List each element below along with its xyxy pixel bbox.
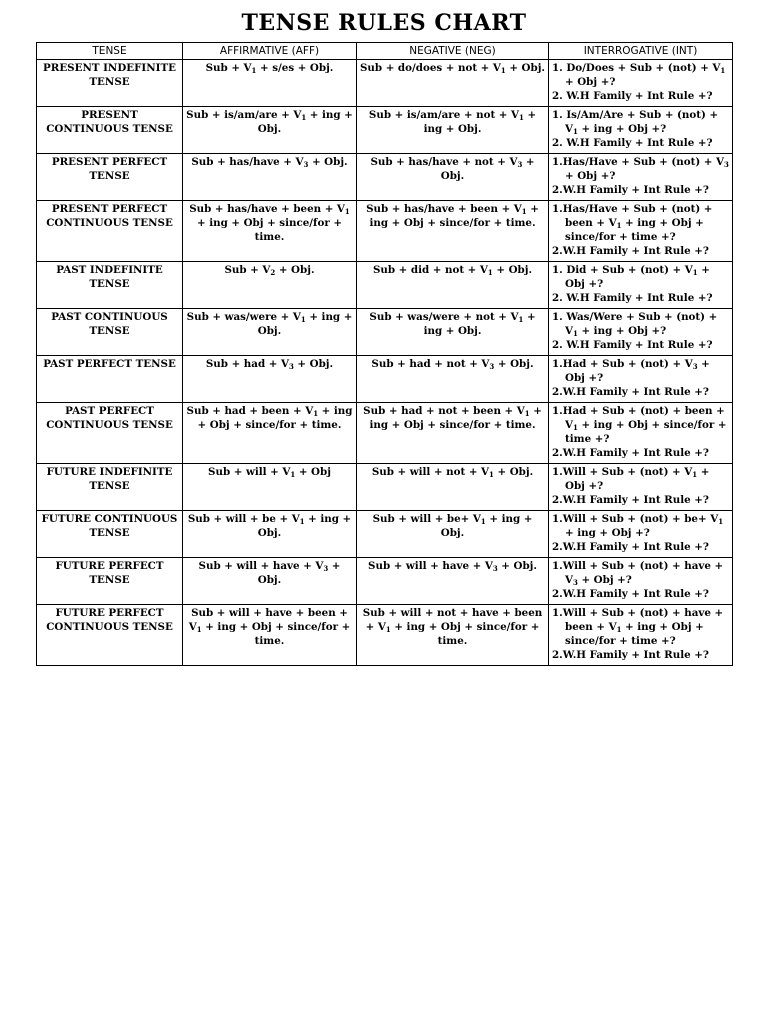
- negative-formula: [357, 464, 549, 511]
- formula-text: + ing + Obj + since/for + time +?: [565, 621, 704, 647]
- interrogative-step: [552, 310, 729, 338]
- table-row: [37, 154, 733, 201]
- interrogative-step: [552, 446, 729, 460]
- formula-text: + ing + Obj.: [257, 311, 353, 337]
- table-row: [37, 605, 733, 666]
- page-title: TENSE RULES CHART: [241, 10, 527, 36]
- formula-text: 1.Had + Sub + (not) + been + V: [552, 405, 725, 431]
- formula-text: + ing + Obj.: [440, 513, 533, 539]
- tense-name: FUTURE CONTINUOUS TENSE: [37, 511, 183, 558]
- table-row: [37, 356, 733, 403]
- formula-text: + ing + Obj + since/for + time.: [201, 621, 351, 647]
- header-negative: NEGATIVE (NEG): [357, 43, 549, 60]
- formula-text: + Obj +?: [565, 358, 710, 384]
- formula-text: + Obj: [295, 466, 331, 478]
- formula-text: 1.Had + Sub + (not) + V: [552, 358, 693, 370]
- formula-text: 1. Was/Were + Sub + (not) + V: [552, 311, 718, 337]
- affirmative-formula: [183, 201, 357, 262]
- verb-form-subscript: 1: [573, 127, 578, 136]
- verb-form-subscript: 1: [524, 409, 530, 418]
- formula-text: 1.Will + Sub + (not) + be+ V: [552, 513, 719, 525]
- formula-text: + s/es + Obj.: [256, 62, 334, 74]
- table-row: [37, 107, 733, 154]
- verb-form-subscript: 3: [288, 362, 294, 371]
- affirmative-formula: [183, 558, 357, 605]
- verb-form-subscript: 1: [300, 315, 306, 324]
- table-row: [37, 309, 733, 356]
- formula-text: Sub + had + been + V: [186, 405, 314, 417]
- formula-text: Sub + do/does + not + V: [360, 62, 501, 74]
- interrogative-formula: [549, 107, 733, 154]
- formula-text: 2. W.H Family + Int Rule +?: [552, 90, 713, 102]
- affirmative-formula: [183, 60, 357, 107]
- interrogative-step: [552, 493, 729, 507]
- tense-name: FUTURE PERFECT TENSE: [37, 558, 183, 605]
- verb-form-subscript: 3: [692, 362, 698, 371]
- formula-text: Sub + had + V: [205, 358, 289, 370]
- interrogative-formula: [549, 511, 733, 558]
- affirmative-formula: [183, 309, 357, 356]
- interrogative-formula: [549, 201, 733, 262]
- formula-text: + Obj +?: [577, 574, 632, 586]
- verb-form-subscript: 1: [720, 66, 726, 75]
- negative-formula: [357, 558, 549, 605]
- header-row: [37, 43, 733, 60]
- affirmative-formula: [183, 403, 357, 464]
- formula-text: Sub + has/have + not + V: [370, 156, 518, 168]
- formula-text: + ing + Obj.: [257, 109, 353, 135]
- verb-form-subscript: 1: [573, 423, 578, 432]
- formula-text: Sub + V: [224, 264, 271, 276]
- formula-text: 1.Will + Sub + (not) + have + been + V: [552, 607, 724, 633]
- negative-formula: [357, 309, 549, 356]
- verb-form-subscript: 3: [489, 362, 495, 371]
- formula-text: + ing + Obj + since/for + time +?: [565, 217, 704, 243]
- formula-text: + ing + Obj + since/for + time.: [196, 217, 342, 243]
- negative-formula: [357, 262, 549, 309]
- interrogative-step: [552, 540, 729, 554]
- verb-form-subscript: 1: [196, 625, 202, 634]
- interrogative-formula: [549, 605, 733, 666]
- negative-formula: [357, 511, 549, 558]
- interrogative-step: [552, 136, 729, 150]
- formula-text: 2.W.H Family + Int Rule +?: [552, 649, 709, 661]
- formula-text: + Obj.: [497, 560, 537, 572]
- formula-text: + Obj.: [293, 358, 334, 370]
- verb-form-subscript: 3: [323, 564, 329, 573]
- affirmative-formula: [183, 356, 357, 403]
- formula-text: + Obj.: [275, 264, 315, 276]
- table-row: [37, 60, 733, 107]
- affirmative-formula: [183, 154, 357, 201]
- tense-name: PRESENT PERFECT CONTINUOUS TENSE: [37, 201, 183, 262]
- formula-text: Sub + will + have + been + V: [188, 607, 348, 633]
- formula-text: Sub + had + not + been + V: [363, 405, 525, 417]
- interrogative-step: [552, 404, 729, 446]
- formula-text: 1.Has/Have + Sub + (not) + been + V: [552, 203, 713, 229]
- verb-form-subscript: 1: [718, 517, 724, 526]
- interrogative-formula: [549, 558, 733, 605]
- formula-text: Sub + will + have + V: [198, 560, 324, 572]
- negative-formula: [357, 403, 549, 464]
- formula-text: + ing + Obj + since/for + time.: [369, 203, 539, 229]
- formula-text: + Obj.: [492, 264, 533, 276]
- formula-text: Sub + has/have + V: [191, 156, 304, 168]
- formula-text: Sub + was/were + not + V: [369, 311, 519, 323]
- formula-text: Sub + is/am/are + V: [186, 109, 302, 121]
- formula-text: Sub + had + not + V: [371, 358, 490, 370]
- interrogative-step: [552, 155, 729, 183]
- interrogative-formula: [549, 309, 733, 356]
- interrogative-step: [552, 465, 729, 493]
- tense-name: PAST PERFECT TENSE: [37, 356, 183, 403]
- formula-text: 2.W.H Family + Int Rule +?: [552, 494, 709, 506]
- formula-text: 1.Will + Sub + (not) + V: [552, 466, 693, 478]
- formula-text: 1. Do/Does + Sub + (not) + V: [552, 62, 721, 74]
- verb-form-subscript: 3: [724, 160, 729, 169]
- interrogative-formula: [549, 154, 733, 201]
- formula-text: Sub + is/am/are + not + V: [368, 109, 519, 121]
- formula-text: 2.W.H Family + Int Rule +?: [552, 386, 709, 398]
- negative-formula: [357, 356, 549, 403]
- negative-formula: [357, 154, 549, 201]
- verb-form-subscript: 2: [270, 268, 276, 277]
- table-row: [37, 403, 733, 464]
- verb-form-subscript: 1: [489, 470, 494, 479]
- formula-text: + ing + Obj.: [257, 513, 352, 539]
- formula-text: + Obj.: [505, 62, 546, 74]
- table-row: [37, 201, 733, 262]
- verb-form-subscript: 1: [313, 409, 319, 418]
- verb-form-subscript: 1: [487, 268, 493, 277]
- affirmative-formula: [183, 262, 357, 309]
- negative-formula: [357, 201, 549, 262]
- tense-name: PRESENT CONTINUOUS TENSE: [37, 107, 183, 154]
- formula-text: Sub + did + not + V: [372, 264, 488, 276]
- formula-text: + ing + Obj + since/for + time +?: [565, 419, 727, 445]
- table-row: [37, 464, 733, 511]
- formula-text: 2.W.H Family + Int Rule +?: [552, 245, 709, 257]
- interrogative-step: [552, 89, 729, 103]
- interrogative-step: [552, 559, 729, 587]
- verb-form-subscript: 1: [692, 470, 698, 479]
- formula-text: + Obj.: [308, 156, 348, 168]
- verb-form-subscript: 1: [518, 315, 524, 324]
- interrogative-formula: [549, 464, 733, 511]
- formula-text: Sub + V: [205, 62, 252, 74]
- formula-text: Sub + will + not + have + been + V: [362, 607, 543, 633]
- interrogative-formula: [549, 60, 733, 107]
- formula-text: Sub + was/were + V: [186, 311, 301, 323]
- formula-text: + ing + Obj +?: [565, 527, 650, 539]
- interrogative-step: [552, 244, 729, 258]
- header-interrogative: INTERROGATIVE (INT): [549, 43, 733, 60]
- table-row: [37, 262, 733, 309]
- formula-text: Sub + will + have + V: [368, 560, 493, 572]
- tense-name: PAST PERFECT CONTINUOUS TENSE: [37, 403, 183, 464]
- negative-formula: [357, 107, 549, 154]
- interrogative-step: [552, 183, 729, 197]
- formula-text: 1. Is/Am/Are + Sub + (not) + V: [552, 109, 719, 135]
- formula-text: + ing + Obj + since/for + time.: [390, 621, 540, 647]
- tense-rules-table: [36, 42, 733, 666]
- interrogative-step: [552, 512, 729, 540]
- interrogative-formula: [549, 403, 733, 464]
- verb-form-subscript: 1: [500, 66, 506, 75]
- verb-form-subscript: 3: [492, 564, 498, 573]
- interrogative-step: [552, 291, 729, 305]
- formula-text: Sub + will + be + V: [187, 513, 300, 525]
- verb-form-subscript: 1: [692, 268, 698, 277]
- formula-text: + ing + Obj.: [423, 109, 537, 135]
- interrogative-step: [552, 263, 729, 291]
- negative-formula: [357, 60, 549, 107]
- tense-name: PAST CONTINUOUS TENSE: [37, 309, 183, 356]
- table-row: [37, 511, 733, 558]
- formula-text: Sub + will + not + V: [371, 466, 490, 478]
- verb-form-subscript: 3: [517, 160, 523, 169]
- formula-text: 2. W.H Family + Int Rule +?: [552, 339, 713, 351]
- interrogative-step: [552, 606, 729, 648]
- formula-text: 1.Has/Have + Sub + (not) + V: [552, 156, 725, 168]
- formula-text: + Obj +?: [565, 76, 616, 88]
- formula-text: + Obj.: [493, 466, 534, 478]
- formula-text: + ing + Obj + since/for + time.: [369, 405, 542, 431]
- formula-text: 1.Will + Sub + (not) + have + V: [552, 560, 724, 586]
- verb-form-subscript: 1: [521, 207, 527, 216]
- formula-text: + ing + Obj.: [423, 311, 536, 337]
- formula-text: 2. W.H Family + Int Rule +?: [552, 137, 713, 149]
- formula-text: + Obj +?: [565, 466, 710, 492]
- interrogative-step: [552, 357, 729, 385]
- formula-text: + ing + Obj +?: [577, 123, 667, 135]
- formula-text: + ing + Obj +?: [577, 325, 667, 337]
- verb-form-subscript: 1: [290, 470, 296, 479]
- formula-text: 1. Did + Sub + (not) + V: [552, 264, 693, 276]
- affirmative-formula: [183, 107, 357, 154]
- affirmative-formula: [183, 511, 357, 558]
- interrogative-step: [552, 385, 729, 399]
- negative-formula: [357, 605, 549, 666]
- verb-form-subscript: 1: [299, 517, 305, 526]
- formula-text: Sub + has/have + been + V: [366, 203, 522, 215]
- formula-text: + Obj.: [494, 358, 534, 370]
- tense-name: PRESENT INDEFINITE TENSE: [37, 60, 183, 107]
- formula-text: + ing + Obj + since/for + time.: [197, 405, 353, 431]
- interrogative-step: [552, 108, 729, 136]
- affirmative-formula: [183, 605, 357, 666]
- formula-text: + Obj.: [440, 156, 535, 182]
- formula-text: Sub + has/have + been + V: [189, 203, 345, 215]
- interrogative-formula: [549, 356, 733, 403]
- formula-text: + Obj +?: [565, 170, 616, 182]
- interrogative-step: [552, 648, 729, 662]
- verb-form-subscript: 1: [573, 329, 578, 338]
- verb-form-subscript: 1: [385, 625, 391, 634]
- tense-name: FUTURE PERFECT CONTINUOUS TENSE: [37, 605, 183, 666]
- header-tense: TENSE: [37, 43, 183, 60]
- formula-text: 2. W.H Family + Int Rule +?: [552, 292, 713, 304]
- formula-text: 2.W.H Family + Int Rule +?: [552, 588, 709, 600]
- interrogative-step: [552, 587, 729, 601]
- verb-form-subscript: 1: [480, 517, 486, 526]
- interrogative-step: [552, 202, 729, 244]
- interrogative-step: [552, 61, 729, 89]
- tense-name: PAST INDEFINITE TENSE: [37, 262, 183, 309]
- verb-form-subscript: 1: [616, 625, 622, 634]
- verb-form-subscript: 1: [344, 207, 350, 216]
- affirmative-formula: [183, 464, 357, 511]
- interrogative-step: [552, 338, 729, 352]
- table-row: [37, 558, 733, 605]
- formula-text: 2.W.H Family + Int Rule +?: [552, 447, 709, 459]
- verb-form-subscript: 3: [573, 578, 578, 587]
- verb-form-subscript: 3: [303, 160, 309, 169]
- tense-name: FUTURE INDEFINITE TENSE: [37, 464, 183, 511]
- verb-form-subscript: 1: [301, 113, 307, 122]
- interrogative-formula: [549, 262, 733, 309]
- tense-name: PRESENT PERFECT TENSE: [37, 154, 183, 201]
- formula-text: + Obj.: [257, 560, 341, 586]
- verb-form-subscript: 1: [518, 113, 524, 122]
- header-affirmative: AFFIRMATIVE (AFF): [183, 43, 357, 60]
- formula-text: Sub + will + be+ V: [372, 513, 481, 525]
- verb-form-subscript: 1: [616, 221, 622, 230]
- formula-text: 2.W.H Family + Int Rule +?: [552, 541, 709, 553]
- formula-text: Sub + will + V: [208, 466, 291, 478]
- verb-form-subscript: 1: [251, 66, 257, 75]
- formula-text: 2.W.H Family + Int Rule +?: [552, 184, 709, 196]
- formula-text: + Obj +?: [565, 264, 710, 290]
